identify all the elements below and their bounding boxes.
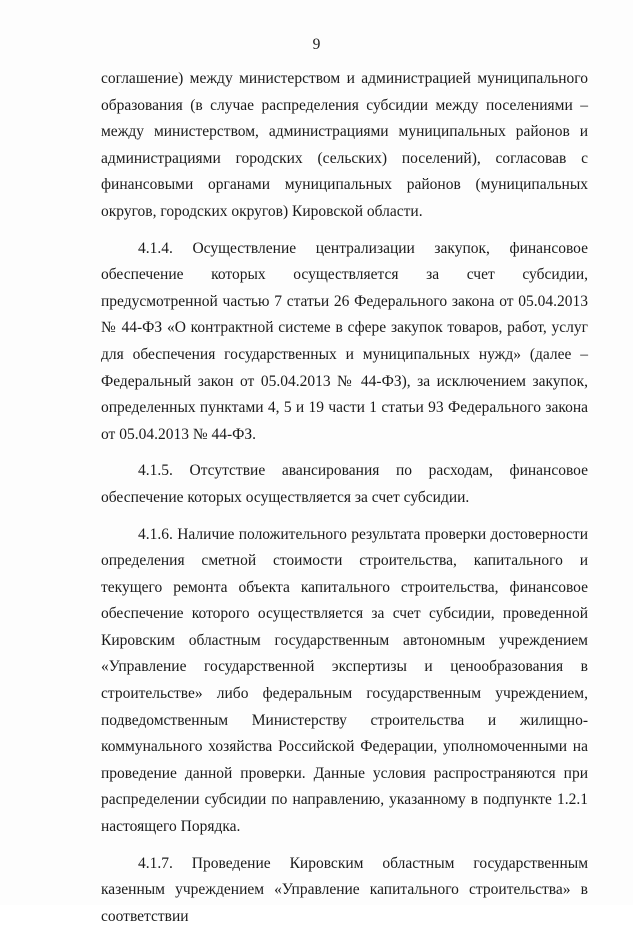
page-number: 9: [312, 36, 321, 53]
paragraph-4-1-6: 4.1.6. Наличие положительного результата проверки достоверности определения сметной стоимости строительства, капитального и текущего ремонта объекта капитального строительства, финансовое обеспечение которого осуществляется за счет субсидии, проведенной Кировским областным государственным автономным учреждением «Управление государственной экспертизы и ценообразования в строительстве» либо федеральным государственным учреждением, подведомственным Министерству строительства и жилищно-коммунального хозяйства Российской Федерации, уполномоченными на проведение данной проверки. Данные условия распространяются при распределении субсидии по направлению, указанному в подпункте 1.2.1 настоящего Порядка.: [101, 525, 588, 836]
paragraph-continuation: соглашение) между министерством и администрацией муниципального образования (в случае распределения субсидии между поселениями – между министерством, администрациями муниципальных районов и администрациями городских (сельских) поселений), согласовав с финансовыми органами муниципальных районов (муниципальных округов, городских округов) Кировской области.: [101, 70, 588, 220]
paragraph-4-1-7: 4.1.7. Проведение Кировским областным государственным казенным учреждением «Управление капитального строительства» в соответствии: [101, 854, 588, 925]
paragraph-4-1-4: 4.1.4. Осуществление централизации закупок, финансовое обеспечение которых осуществляется за счет субсидии, предусмотренной частью 7 статьи 26 Федерального закона от 05.04.2013 № 44-ФЗ «О контрактной системе в сфере закупок товаров, работ, услуг для обеспечения государственных и муниципальных нужд» (далее – Федеральный закон от 05.04.2013 № 44-ФЗ), за исключением закупок, определенных пунктами 4, 5 и 19 части 1 статьи 93 Федерального закона от 05.04.2013 № 44-ФЗ.: [101, 239, 588, 443]
document-body: [101, 66, 588, 930]
paragraph-4-1-5: 4.1.5. Отсутствие авансирования по расходам, финансовое обеспечение которых осуществляется за счет субсидии.: [101, 462, 588, 506]
